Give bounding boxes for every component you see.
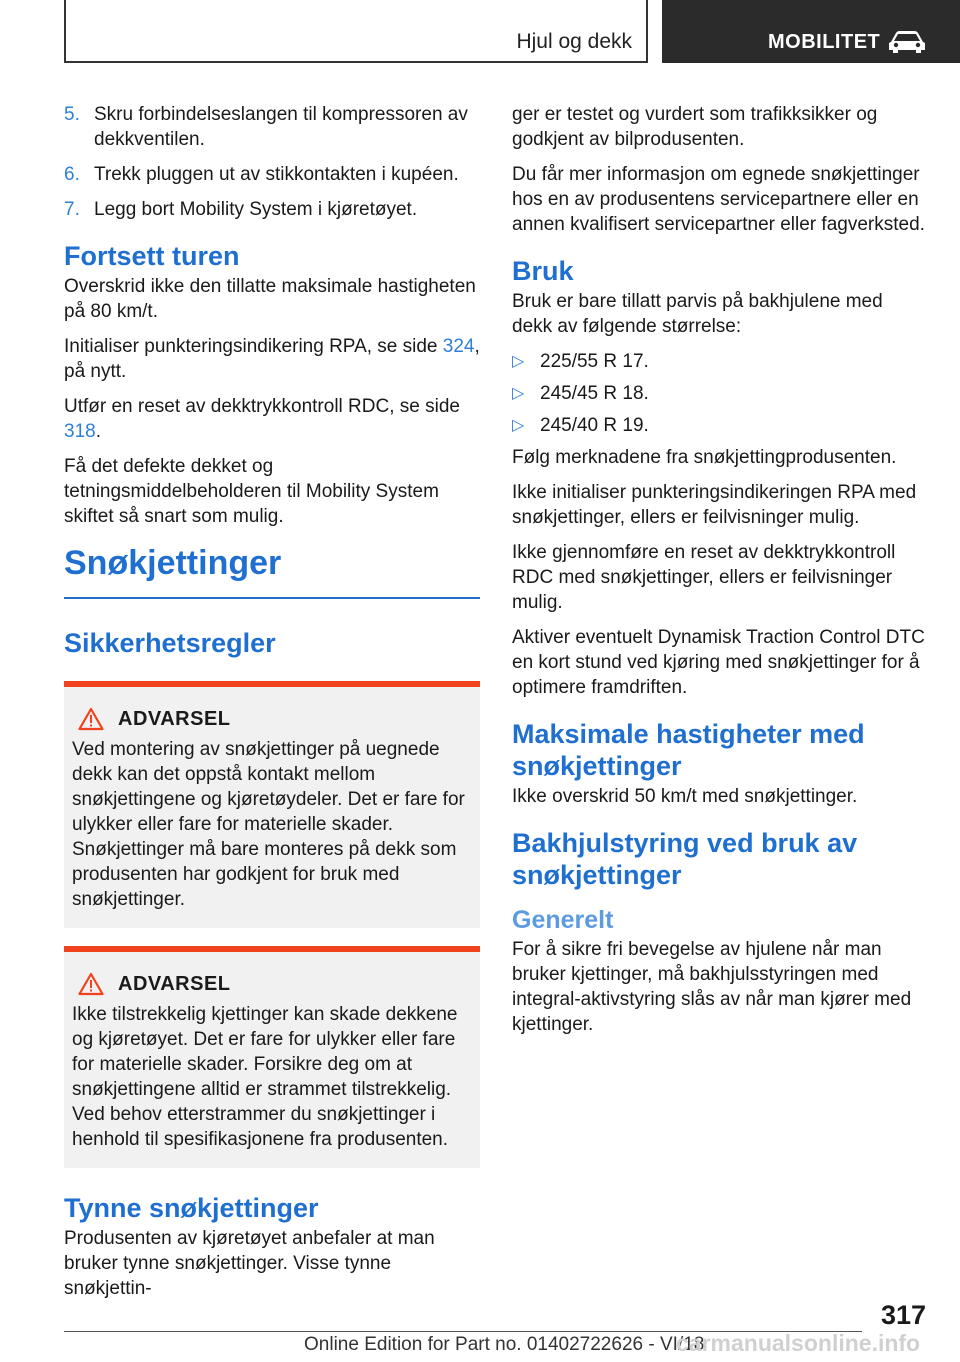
warning-title: ADVARSEL bbox=[118, 707, 231, 730]
section-title: Hjul og dekk bbox=[516, 30, 632, 53]
step-5: 5. Skru forbindelseslangen til kompressoren av dekkventilen. bbox=[64, 104, 468, 150]
general-paragraph: For å sikre fri bevegelse av hjulene når man bruker kjettinger, må bakhjulsstyringen med integral-aktivstyring slås av når man kjører med kjettinger. bbox=[512, 939, 912, 1035]
warning-box-1 bbox=[64, 681, 480, 928]
dtc-paragraph: Aktiver eventuelt Dynamisk Traction Control DTC en kort stund ved kjøring med snøkjettinger for å optimere framdriften. bbox=[512, 627, 925, 698]
watermark: carmanualsonline.info bbox=[676, 1330, 921, 1356]
page-number: 317 bbox=[880, 1300, 926, 1330]
warning-box-2 bbox=[64, 946, 480, 1168]
approved-paragraph: ger er testet og vurdert som trafikksikker og godkjent av bilprodusenten. bbox=[512, 104, 878, 150]
left-column bbox=[64, 102, 480, 1311]
warning-text: Ved montering av snøkjettinger på uegnede dekk kan det oppstå kontakt mellom snøkjettingene og kjøretøydeler. Det er fare for ulykker eller fare for materielle skader. Snøkjettinger må bare monteres på dekk som produsenten har godkjent for bruk med snøkjettinger. bbox=[72, 739, 465, 910]
warning-triangle-icon bbox=[78, 707, 104, 731]
rdc-paragraph: Utfør en reset av dekktrykkontroll RDC, se side 318. bbox=[64, 396, 460, 442]
list-item: ▷ 245/40 R 19. bbox=[512, 415, 649, 436]
speed-paragraph: Overskrid ikke den tillatte maksimale hastigheten på 80 km/t. bbox=[64, 276, 476, 322]
thin-chains-heading: Tynne snøkjettinger bbox=[64, 1193, 319, 1223]
heading-rule bbox=[64, 597, 480, 599]
list-item: ▷ 225/55 R 17. bbox=[512, 351, 649, 372]
max-speed-paragraph: Ikke overskrid 50 km/t med snøkjettinger. bbox=[512, 786, 858, 807]
continue-heading: Fortsett turen bbox=[64, 241, 240, 271]
list-item: ▷ 245/45 R 18. bbox=[512, 383, 649, 404]
warning-title: ADVARSEL bbox=[118, 972, 231, 995]
info-paragraph: Du får mer informasjon om egnede snøkjettinger hos en av produsentens servicepartnere eller en annen kvalifisert servicepartner eller fagverksted. bbox=[512, 164, 925, 235]
manufacturer-note-paragraph: Følg merknadene fra snøkjettingprodusenten. bbox=[512, 447, 897, 468]
header-section-box bbox=[64, 0, 648, 63]
page-link-318[interactable]: 318 bbox=[64, 421, 96, 442]
warning-triangle-icon bbox=[78, 972, 104, 996]
warning-text: Ikke tilstrekkelig kjettinger kan skade dekkene og kjøretøyet. Det er fare for ulykker eller fare for materielle skader. Forsikre deg om at snøkjettingene alltid er strammet tilstrekkelig. Ved behov etterstrammer du snøkjettinger i henhold til spesifikasjonene fra produsenten. bbox=[72, 1004, 458, 1150]
triangle-bullet-icon: ▷ bbox=[512, 417, 525, 434]
use-paragraph: Bruk er bare tillatt parvis på bakhjulene med dekk av følgende størrelse: bbox=[512, 291, 883, 337]
chapter-title: MOBILITET bbox=[768, 31, 881, 53]
triangle-bullet-icon: ▷ bbox=[512, 353, 525, 370]
general-heading: Generelt bbox=[512, 906, 614, 934]
rear-steering-heading: Bakhjulstyring ved bruk av snøkjettinger bbox=[512, 828, 858, 890]
car-icon bbox=[887, 28, 927, 54]
safety-heading: Sikkerhetsregler bbox=[64, 628, 276, 658]
edition-text: Online Edition for Part no. 01402722626 - VI/18 bbox=[304, 1334, 705, 1355]
step-7: 7. Legg bort Mobility System i kjøretøyet. bbox=[64, 199, 418, 220]
triangle-bullet-icon: ▷ bbox=[512, 385, 525, 402]
use-heading: Bruk bbox=[512, 256, 574, 286]
rpa-paragraph: Initialiser punkteringsindikering RPA, se side 324, på nytt. bbox=[64, 336, 480, 382]
chapter-tab bbox=[662, 0, 960, 63]
max-speed-heading: Maksimale hastigheter med snøkjettinger bbox=[512, 719, 865, 781]
rdc-note-paragraph: Ikke gjennomføre en reset av dekktrykkontroll RDC med snøkjettinger, ellers er feilvisninger mulig. bbox=[512, 542, 896, 613]
replace-paragraph: Få det defekte dekket og tetningsmiddelbeholderen til Mobility System skiftet så snart som mulig. bbox=[64, 456, 439, 527]
rpa-note-paragraph: Ikke initialiser punkteringsindikeringen RPA med snøkjettinger, ellers er feilvisninger mulig. bbox=[512, 482, 917, 528]
page-link-324[interactable]: 324 bbox=[442, 336, 475, 357]
right-column bbox=[512, 102, 928, 1047]
thin-chains-paragraph: Produsenten av kjøretøyet anbefaler at man bruker tynne snøkjettinger. Visse tynne snøkjettin- bbox=[64, 1228, 435, 1299]
snow-chains-heading: Snøkjettinger bbox=[64, 544, 282, 582]
step-6: 6. Trekk pluggen ut av stikkontakten i kupéen. bbox=[64, 164, 459, 185]
